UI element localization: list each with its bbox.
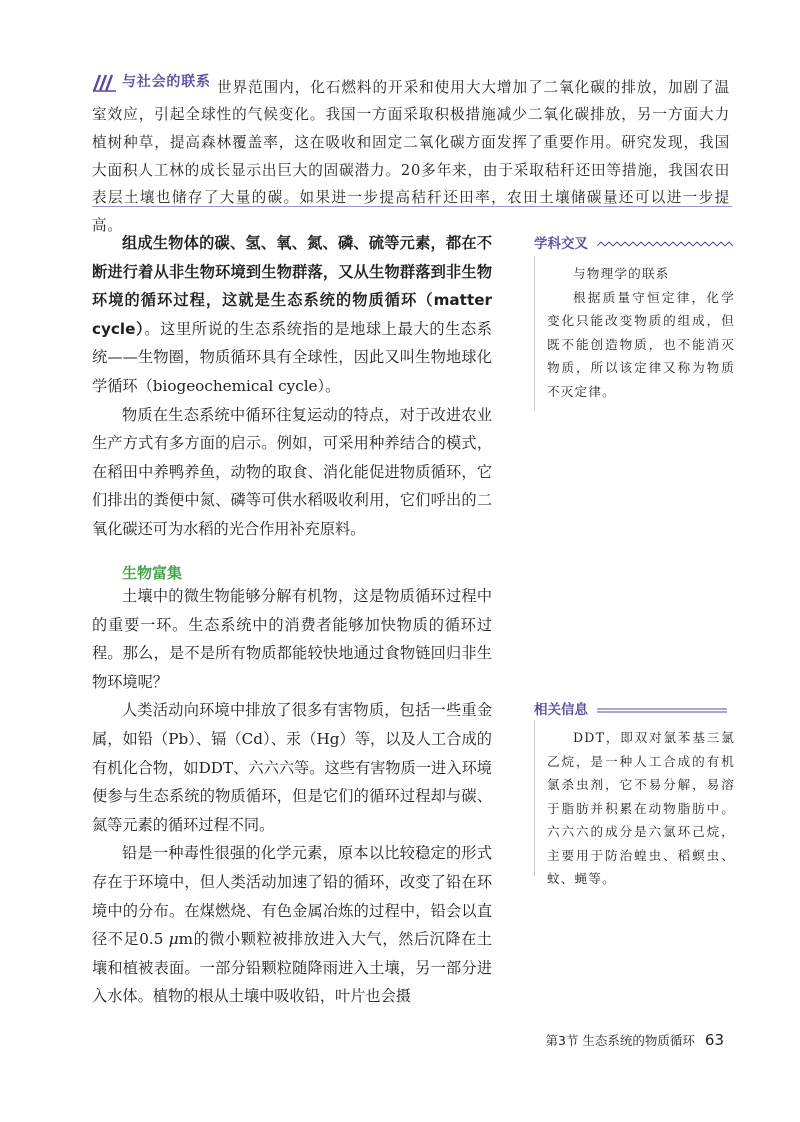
sidebar-info-title — [534, 698, 727, 718]
sidebar-cross-subtitle: 与物理学的联系 — [573, 266, 670, 281]
sidebar-cross-title-text: 学科交叉 — [534, 236, 588, 252]
sidebar-cross-text: 根据质量守恒定律，化学变化只能改变物质的组成，但既不能创造物质，也不能消灭物质，所以该定律又称为物质不灭定律。 — [547, 289, 735, 399]
zigzag-line-icon — [597, 240, 733, 248]
paragraph-lead-b: m的微小颗粒被排放进入大气，然后沉降在土壤和植被表面。一部分铅颗粒随降雨进入土壤，另一部分进入水体。植物的根从土壤中吸收铅，叶片也会摄 — [92, 930, 493, 1006]
sidebar-cross-box — [534, 256, 735, 410]
paragraph-material-cycle — [92, 229, 492, 401]
paragraph-agriculture: 物质在生态系统中循环往复运动的特点，对于改进农业生产方式有多方面的启示。例如，可采用种养结合的模式，在稻田中养鸭养鱼，动物的取食、消化能促进物质循环，它们排出的粪便中氮、磷等可供水稻吸收利用，它们呼出的二氧化碳还可为水稻的光合作用补充原料。 — [92, 405, 492, 538]
sidebar-cross-title — [534, 232, 733, 252]
paragraph-pollutants: 人类活动向环境中排放了很多有害物质，包括一些重金属，如铅（Pb）、镉（Cd）、汞（Hg）等，以及人工合成的有机化合物，如DDT、六六六等。这些有害物质一进入环境便参与生态系统的物质循环，但是它们的循环过程却与碳、氮等元素的循环过程不同。 — [92, 701, 492, 834]
society-connection-title-text: 与社会的联系 — [122, 74, 211, 90]
main-body-bottom — [92, 582, 492, 1011]
definition-material-cycle: 组成生物体的碳、氢、氧、氮、磷、硫等元素，都在不断进行着从非生物环境到生物群落，又从生物群落到非生物环境的循环过程，这就是生态系统的物质循环（matter cycle） — [92, 234, 492, 338]
paragraph-microbes: 土壤中的微生物能够分解有机物，这是物质循环过程中的重要一环。生态系统中的消费者能够加快物质的循环过程。那么，是不是所有物质都能较快地通过食物链回归非生物环境呢？ — [92, 587, 492, 691]
footer-section: 第3节 生态系统的物质循环 — [545, 1033, 695, 1048]
divider-line-icon — [597, 707, 727, 713]
paragraph-lead-a: 铅是一种毒性很强的化学元素，原本以比较稳定的形式存在于环境中，但人类活动加速了铅的循环，改变了铅在环境中的分布。在煤燃烧、有色金属冶炼的过程中，铅会以直径不足0.5 — [92, 844, 492, 949]
divider — [92, 206, 732, 207]
section-heading: 生物富集 — [122, 564, 183, 582]
unit-micro: μ — [168, 930, 179, 949]
society-connection-title — [92, 69, 211, 97]
page-footer — [545, 1031, 724, 1049]
sidebar-info-title-text: 相关信息 — [534, 702, 588, 718]
paragraph-material-cycle-rest: 。这里所说的生态系统指的是地球上最大的生态系统——生物圈，物质循环具有全球性，因此又叫生物地球化学循环（biogeochemical cycle）。 — [92, 319, 493, 395]
page-number: 63 — [704, 1031, 724, 1049]
paragraph-lead — [92, 839, 492, 1011]
sidebar-info-box — [534, 720, 735, 886]
sidebar-info-text: DDT，即双对氯苯基三氯乙烷，是一种人工合成的有机氯杀虫剂，它不易分解，易溶于脂肪并积累在动物脂肪中。六六六的成分是六氯环己烷，主要用于防治蝗虫、稻螟虫、蚊、蝇等。 — [547, 730, 735, 886]
main-body-top — [92, 229, 492, 544]
society-connection-box — [92, 69, 730, 239]
stripes-icon — [92, 74, 118, 92]
society-connection-text — [92, 69, 730, 239]
society-connection-body: 世界范围内，化石燃料的开采和使用大大增加了二氧化碳的排放，加剧了温室效应，引起全球性的气候变化。我国一方面采取积极措施减少二氧化碳排放，另一方面大力植树种草，提高森林覆盖率，这在吸收和固定二氧化碳方面发挥了重要作用。研究发现，我国大面积人工林的成长显示出巨大的固碳潜力。20多年来，由于采取秸秆还田等措施，我国农田表层土壤也储存了大量的碳。如果进一步提高秸秆还田率，农田土壤储碳量还可以进一步提高。 — [92, 78, 730, 234]
